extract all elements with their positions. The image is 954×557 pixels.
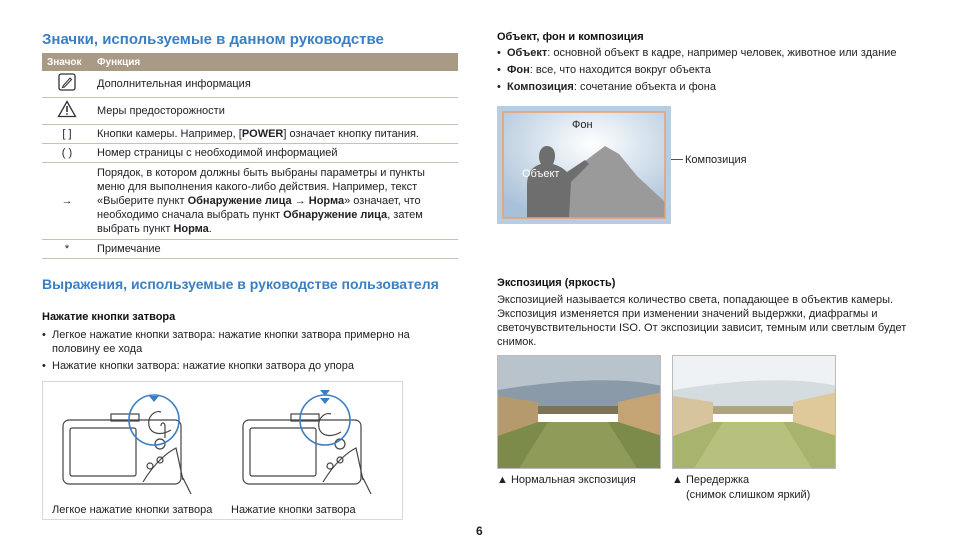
photo-overexposure	[672, 355, 836, 469]
shutter-illustration-box	[42, 381, 403, 520]
row-text: Номер страницы с необходимой информацией	[92, 144, 458, 163]
composition-diagram	[497, 106, 671, 224]
photo-normal-exposure	[497, 355, 661, 469]
table-row	[42, 98, 458, 125]
warning-icon	[42, 98, 92, 125]
caption-half-press: Легкое нажатие кнопки затвора	[52, 504, 213, 516]
table-header-row	[42, 53, 458, 71]
composition-leader-line	[671, 159, 683, 160]
label-composition: Композиция	[685, 154, 747, 166]
list-item: • Легкое нажатие кнопки затвора: нажатие кнопки затвора примерно на половину ее хода	[42, 328, 442, 356]
brackets-symbol: [ ]	[42, 125, 92, 144]
parentheses-symbol: ( )	[42, 144, 92, 163]
exposure-heading: Экспозиция (яркость)	[497, 277, 616, 289]
table-row	[42, 144, 458, 163]
table-row	[42, 125, 458, 144]
row-text: Порядок, в котором должны быть выбраны параметры и пункты меню для выполнения какого-либо действия. Например, текст «Выберите пункт Обнаружение лица → Норма» означает, что необходимо сначала выбрать пункт Обнаружение лица, затем выбрать пункт Норма.	[92, 163, 458, 240]
row-text: Меры предосторожности	[92, 98, 458, 125]
row-text: Кнопки камеры. Например, [POWER] означает кнопку питания.	[92, 125, 458, 144]
table-row	[42, 163, 458, 240]
shutter-bullets	[42, 328, 442, 376]
list-item: • Композиция: сочетание объекта и фона	[497, 80, 917, 94]
exposure-text: Экспозицией называется количество света, попадающее в объектив камеры. Экспозиция изменяется при изменении значений выдержки, диафрагмы и светочувствительности ISO. От экспозиции зависит, темным или светлым будет снимок.	[497, 294, 907, 348]
composition-bullets	[497, 46, 917, 97]
composition-heading: Объект, фон и композиция	[497, 31, 644, 43]
col-header-function: Функция	[92, 53, 458, 71]
arrow-symbol: →	[42, 163, 92, 240]
table-row	[42, 71, 458, 98]
caption-overexposure-note: (снимок слишком яркий)	[686, 489, 811, 501]
info-icon	[42, 71, 92, 98]
asterisk-symbol: *	[42, 240, 92, 259]
table-row	[42, 240, 458, 259]
col-header-icon: Значок	[42, 53, 92, 71]
caption-normal-exposure: ▲ Нормальная экспозиция	[497, 474, 636, 486]
icons-section-title: Значки, используемые в данном руководстве	[42, 31, 384, 48]
camera-hand-illustration	[43, 382, 404, 521]
label-background: Фон	[572, 119, 593, 131]
shutter-heading: Нажатие кнопки затвора	[42, 311, 176, 323]
label-subject: Объект	[522, 168, 560, 180]
caption-overexposure: ▲ Передержка	[672, 474, 750, 486]
list-item: • Нажатие кнопки затвора: нажатие кнопки затвора до упора	[42, 359, 442, 373]
row-text: Дополнительная информация	[92, 71, 458, 98]
list-item: • Фон: все, что находится вокруг объекта	[497, 63, 917, 77]
caption-full-press: Нажатие кнопки затвора	[231, 504, 356, 516]
list-item: • Объект: основной объект в кадре, например человек, животное или здание	[497, 46, 917, 60]
row-text: Примечание	[92, 240, 458, 259]
page-number: 6	[476, 524, 483, 538]
icons-table	[42, 53, 458, 259]
expressions-section-title: Выражения, используемые в руководстве пользователя	[42, 276, 439, 292]
